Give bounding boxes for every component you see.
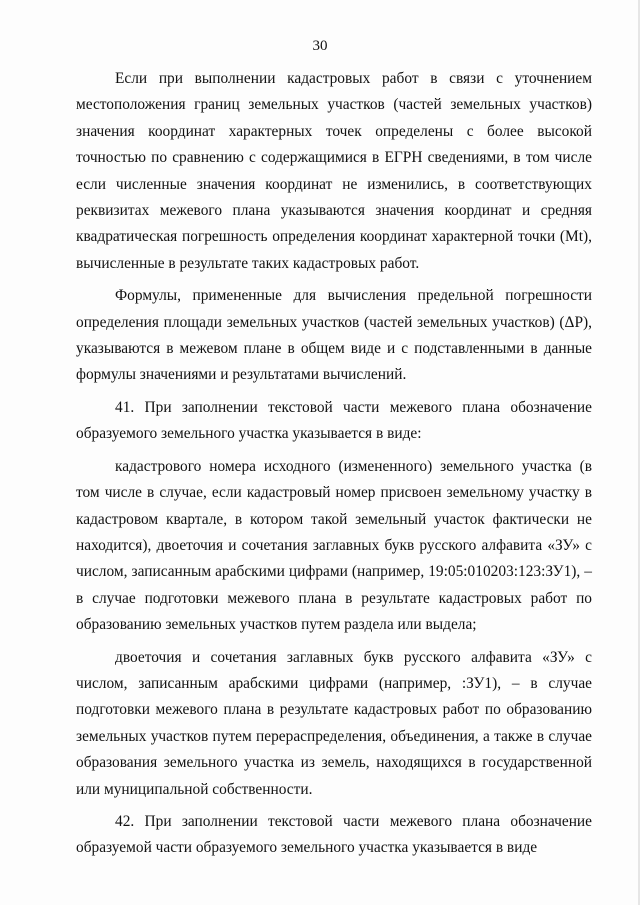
paragraph-coordinates-accuracy: Если при выполнении кадастровых работ в связи с уточнением местоположения границ земельных участков (частей земельных участков) значения координат характерных точек определены с более высокой точностью по сравнению с содержащимися в ЕГРН сведениями, в том числе если численные значения координат не изменились, в соответствующих реквизитах межевого плана указываются значения координат и средняя квадратическая погрешность определения координат характерной точки (Mt), вычисленные в результате таких кадастровых работ. xyxy=(76,70,592,272)
paragraph-area-error-formulas: Формулы, примененные для вычисления предельной погрешности определения площади земельных участков (частей земельных участков) (ΔP), указываются в межевом плане в общем виде и с подставленными в данные формулы значениями и результатами вычислений. xyxy=(76,287,592,384)
paragraph-item-42: 42. При заполнении текстовой части межевого плана обозначение образуемой части образуемого земельного участка указывается в виде xyxy=(76,812,592,857)
paragraph-cadastral-number-format: кадастрового номера исходного (измененного) земельного участка (в том числе в случае, если кадастровый номер присвоен земельному участку в кадастровом квартале, в котором такой земельный участок фактически не находится), двоеточия и сочетания заглавных букв русского алфавита «ЗУ» с числом, записанным арабскими цифрами (например, 19:05:010203:123:ЗУ1), – в случае подготовки межевого плана в результате кадастровых работ по образованию земельных участков путем раздела или выдела; xyxy=(76,457,592,634)
paragraph-item-41: 41. При заполнении текстовой части межевого плана обозначение образуемого земельного участка указывается в виде: xyxy=(76,398,592,443)
body-text xyxy=(76,66,592,862)
paragraph-colon-zu-format: двоеточия и сочетания заглавных букв русского алфавита «ЗУ» с числом, записанным арабскими цифрами (например, :ЗУ1), – в случае подготовки межевого плана в результате кадастровых работ по образованию земельных участков путем перераспределения, объединения, а также в случае образования земельного участка из земель, находящихся в государственной или муниципальной собственности. xyxy=(76,648,592,798)
page-number: 30 xyxy=(312,38,328,54)
